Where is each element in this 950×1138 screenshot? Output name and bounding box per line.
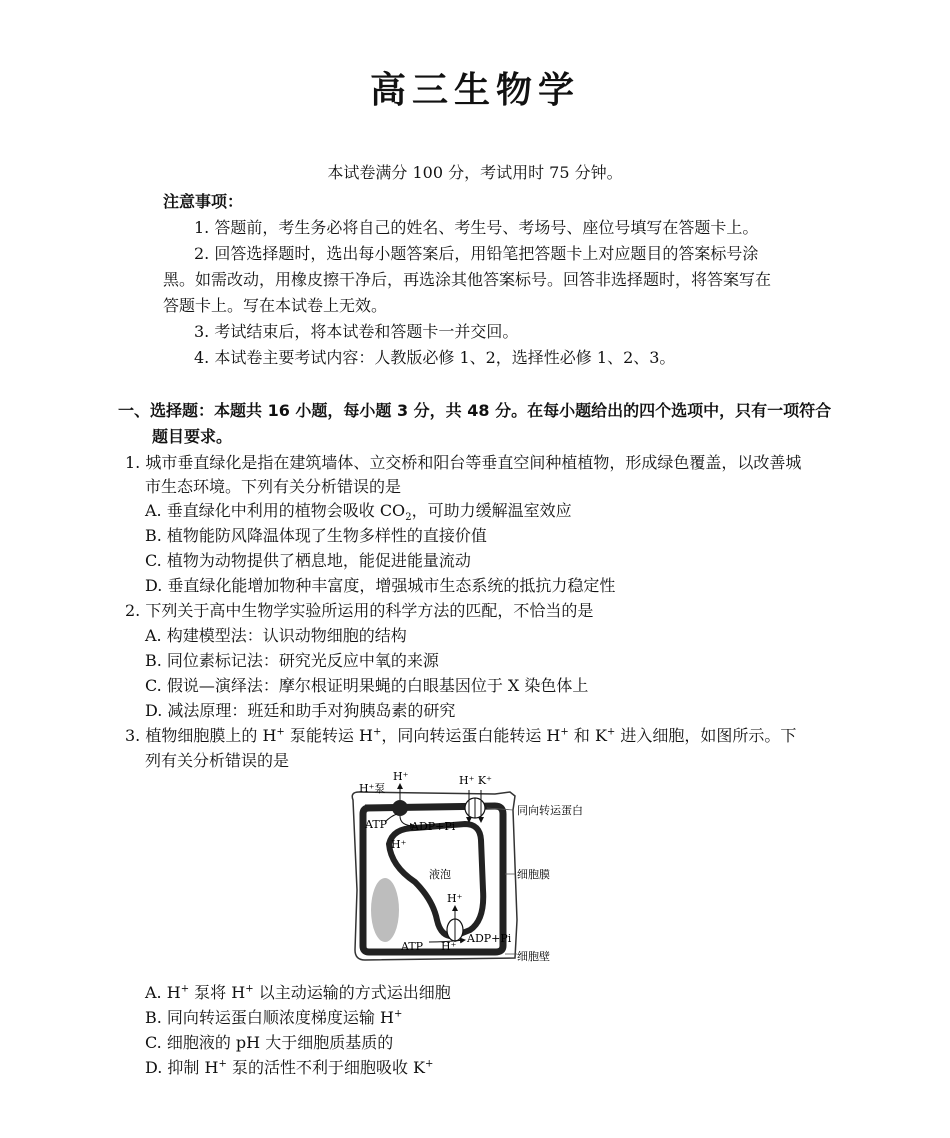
question-3-option-b: B. 同向转运蛋白顺浓度梯度运输 H+ <box>145 1008 403 1027</box>
question-3-stem-cont: 列有关分析错误的是 <box>145 751 290 770</box>
question-2-option-b: B. 同位素标记法：研究光反应中氧的来源 <box>145 651 439 670</box>
h-pump <box>392 800 408 816</box>
section-heading: 一、选择题：本题共 16 小题，每小题 3 分，共 48 分。在每小题给出的四个选项中，只有一项符合 <box>118 401 832 420</box>
label-adp-1: ADP+Pi <box>411 820 456 833</box>
notice-item: 4. 本试卷主要考试内容：人教版必修 1、2，选择性必修 1、2、3。 <box>194 348 676 367</box>
question-1-stem: 1. 城市垂直绿化是指在建筑墙体、立交桥和阳台等垂直空间种植植物，形成绿色覆盖，以改善城 <box>125 453 802 472</box>
question-1-stem-cont: 市生态环境。下列有关分析错误的是 <box>145 477 402 496</box>
label-h-pump: H⁺泵 <box>359 782 386 795</box>
question-3-option-c: C. 细胞液的 pH 大于细胞质基质的 <box>145 1033 394 1052</box>
label-adp-2: ADP+Pi <box>467 932 512 945</box>
notice-item: 黑。如需改动，用橡皮擦干净后，再选涂其他答案标号。回答非选择题时，将答案写在 <box>163 270 772 289</box>
question-1-option-c: C. 植物为动物提供了栖息地，能促进能量流动 <box>145 551 471 570</box>
question-3-option-d: D. 抑制 H+ 泵的活性不利于细胞吸收 K+ <box>145 1058 434 1077</box>
cell-transport-diagram <box>345 770 615 970</box>
page-title: 高三生物学 <box>369 70 580 111</box>
question-1-option-d: D. 垂直绿化能增加物种丰富度，增强城市生态系统的抵抗力稳定性 <box>145 576 616 595</box>
label-h-mid: H⁺ <box>391 838 407 851</box>
question-3-stem: 3. 植物细胞膜上的 H+ 泵能转运 H+，同向转运蛋白能转运 H+ 和 K+ 进入细胞，如图所示。下 <box>125 726 797 745</box>
notice-item: 2. 回答选择题时，选出每小题答案后，用铅笔把答题卡上对应题目的答案标号涂 <box>194 244 759 263</box>
notice-heading: 注意事项： <box>163 192 244 211</box>
question-2-stem: 2. 下列关于高中生物学实验所运用的科学方法的匹配，不恰当的是 <box>125 601 594 620</box>
label-atp-1: ATP <box>365 818 388 831</box>
label-h-vacuole-top: H⁺ <box>447 892 463 905</box>
label-cell-wall: 细胞壁 <box>517 950 550 963</box>
question-3-option-a: A. H+ 泵将 H+ 以主动运输的方式运出细胞 <box>145 983 451 1002</box>
exam-info: 本试卷满分 100 分，考试用时 75 分钟。 <box>327 163 623 182</box>
question-2-option-a: A. 构建模型法：认识动物细胞的结构 <box>145 626 407 645</box>
section-heading-cont: 题目要求。 <box>152 427 233 446</box>
notice-item: 答题卡上。写在本试卷上无效。 <box>163 296 388 315</box>
label-h-vacuole-bottom: H⁺ <box>441 940 457 953</box>
label-membrane: 细胞膜 <box>517 868 550 881</box>
label-symporter: 同向转运蛋白 <box>517 804 583 817</box>
question-2-option-c: C. 假说—演绎法：摩尔根证明果蝇的白眼基因位于 X 染色体上 <box>145 676 589 695</box>
notice-item: 1. 答题前，考生务必将自己的姓名、考生号、考场号、座位号填写在答题卡上。 <box>194 218 759 237</box>
question-1-option-b: B. 植物能防风降温体现了生物多样性的直接价值 <box>145 526 487 545</box>
label-vacuole: 液泡 <box>429 868 451 881</box>
question-1-option-a: A. 垂直绿化中利用的植物会吸收 $CO_2$，可助力缓解温室效应 <box>145 501 572 524</box>
notice-item: 3. 考试结束后，将本试卷和答题卡一并交回。 <box>194 322 519 341</box>
label-h-k: H⁺ K⁺ <box>459 774 492 787</box>
label-atp-2: ATP <box>401 940 424 953</box>
question-2-option-d: D. 减法原理：班廷和助手对狗胰岛素的研究 <box>145 701 456 720</box>
label-h-out: H⁺ <box>393 770 409 783</box>
